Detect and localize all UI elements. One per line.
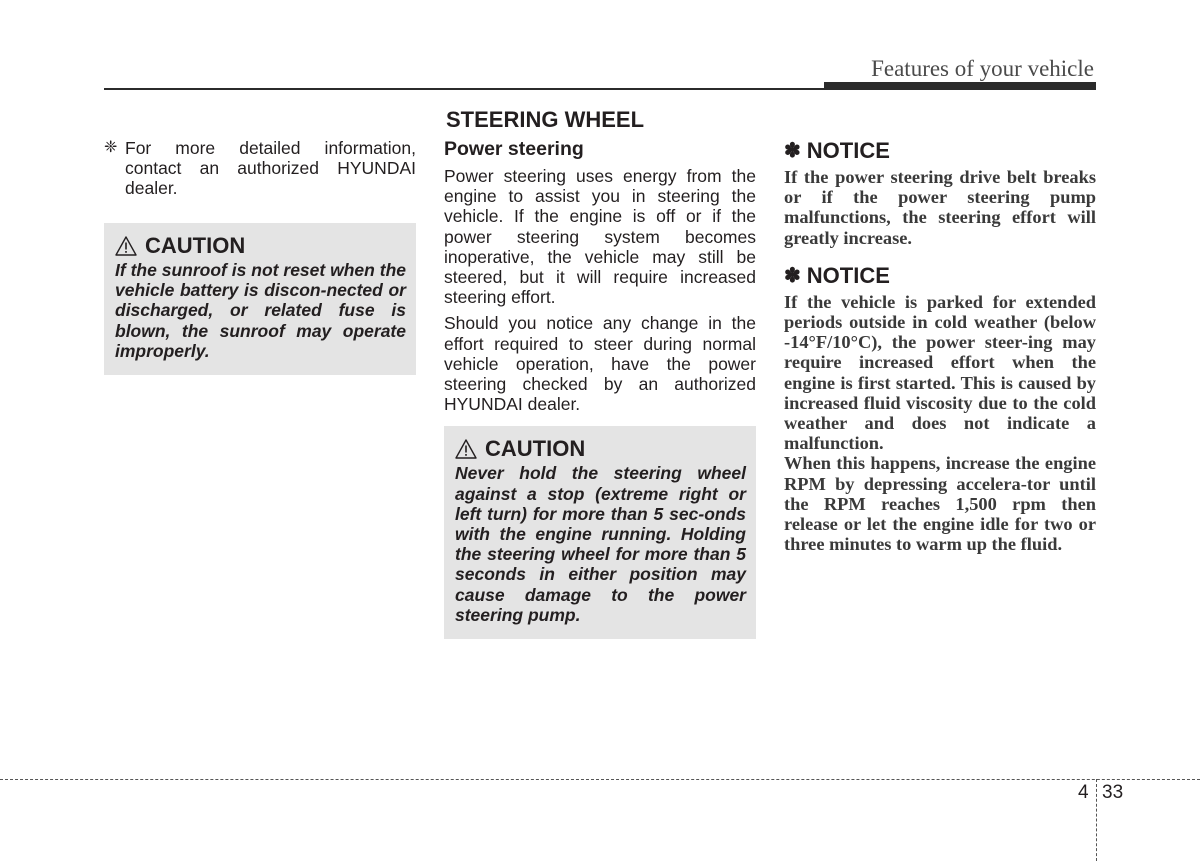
page-header-title: Features of your vehicle xyxy=(871,56,1094,81)
caution-title: CAUTION xyxy=(485,436,586,462)
caution-text: Never hold the steering wheel against a stop (extreme right or left turn) for more than 5 sec-onds with the engine running. Holding the steering wheel for more than 5 seconds in either position may cause damage to the power steering pump. xyxy=(455,463,746,625)
left-column xyxy=(104,108,416,375)
chapter-number: 4 xyxy=(1078,782,1089,803)
header-rule-accent xyxy=(824,82,1096,90)
info-note xyxy=(104,138,416,198)
page-number: 33 xyxy=(1102,782,1124,803)
notice-title: NOTICE xyxy=(806,262,890,288)
notice-star-icon: ✽ xyxy=(784,140,801,162)
footer-vertical-divider xyxy=(1096,779,1097,861)
header-rule xyxy=(104,88,824,90)
note-asterisk-icon: ❈ xyxy=(104,139,118,156)
notice-text: If the power steering drive belt breaks or if the power steering pump malfunctions, the steering effort will greatly increase. xyxy=(784,167,1096,248)
notice-star-icon: ✽ xyxy=(784,264,801,287)
middle-column xyxy=(444,108,756,639)
warning-triangle-icon xyxy=(455,439,477,459)
body-paragraph: Should you notice any change in the effort required to steer during normal vehicle operation, have the power steering checked by an authorized HYUNDAI dealer. xyxy=(444,313,756,415)
body-paragraph: Power steering uses energy from the engine to assist you in steering the vehicle. If the engine is off or if the power steering system becomes inoperative, the vehicle may still be steered, but it will require increased steering effort. xyxy=(444,166,756,308)
note-text: For more detailed information, contact an authorized HYUNDAI dealer. xyxy=(125,138,416,198)
caution-header xyxy=(455,437,746,461)
caution-title: CAUTION xyxy=(145,233,246,258)
warning-triangle-icon xyxy=(115,236,137,256)
notice-text-continued: When this happens, increase the engine RPM by depressing accelera-tor until the RPM reaches 1,500 rpm then release or let the engine idle for two or three minutes to warm up the fluid. xyxy=(784,453,1096,555)
notice-text: If the vehicle is parked for extended periods outside in cold weather (below -14°F/10°C), the power steer-ing may require increased effort when the engine is first started. This is caused by increased fluid viscosity due to the cold weather and does not indicate a malfunction. xyxy=(784,291,1096,454)
section-title: STEERING WHEEL xyxy=(446,107,645,132)
footer-divider xyxy=(0,779,1200,780)
caution-text: If the sunroof is not reset when the vehicle battery is discon-nected or discharged, or related fuse is blown, the sunroof may operate improperly. xyxy=(115,260,406,361)
notice-heading xyxy=(784,139,1096,163)
notice-title: NOTICE xyxy=(806,138,890,163)
notice-heading xyxy=(784,264,1096,288)
right-column xyxy=(784,108,1096,554)
subsection-title: Power steering xyxy=(444,138,584,160)
steering-caution-box xyxy=(444,426,756,639)
sunroof-caution-box xyxy=(104,223,416,375)
caution-header xyxy=(115,234,406,258)
